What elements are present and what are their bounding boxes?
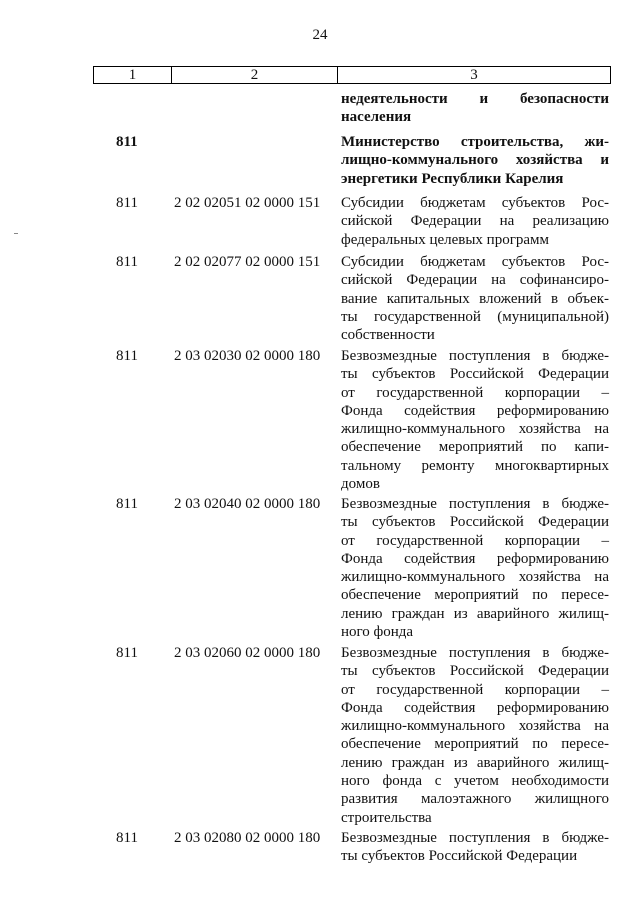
text-line: федеральных целевых программ (341, 231, 550, 248)
text-line: ного фонда с учетом необходимости (341, 773, 609, 790)
text-line: от государственной корпорации – (341, 384, 609, 401)
text-line: ты государственной (муниципальной) (341, 308, 609, 325)
admin-code: 811 (116, 134, 138, 150)
text-line: лению граждан из аварийного жилищ- (341, 754, 609, 771)
text-line: ты субъектов Российской Федерации (341, 663, 609, 680)
income-name (341, 194, 609, 249)
table-header (93, 66, 611, 84)
text-line: обеспечение мероприятий по пересе- (341, 736, 609, 753)
text-line: развития малоэтажного жилищного (341, 791, 609, 808)
text-line: ты субъектов Российской Федерации (341, 366, 609, 383)
text-line: лищно-коммунального хозяйства и (341, 152, 609, 169)
text-line: ного фонда (341, 624, 414, 641)
income-code: 2 03 02060 02 0000 180 (174, 645, 321, 661)
text-line: ты субъектов Российской Федерации (341, 848, 578, 865)
text-line: обеспечение мероприятий по капи- (341, 439, 609, 456)
text-line: сийской Федерации на реализацию (341, 213, 609, 230)
text-line: Фонда содействия реформированию (341, 550, 609, 567)
text-line: Субсидии бюджетам субъектов Рос- (341, 254, 609, 270)
income-name (341, 133, 609, 188)
admin-code: 811 (116, 496, 138, 512)
text-line: Субсидии бюджетам субъектов Рос- (341, 195, 609, 211)
text-line: жилищно-коммунального хозяйства на (341, 569, 609, 586)
income-code: 2 02 02077 02 0000 151 (174, 254, 321, 270)
income-name (341, 644, 609, 827)
income-code: 2 03 02080 02 0000 180 (174, 830, 321, 846)
income-code: 2 03 02040 02 0000 180 (174, 496, 321, 512)
margin-mark (14, 233, 18, 234)
text-line: жилищно-коммунального хозяйства на (341, 421, 609, 438)
text-line: Фонда содействия реформированию (341, 402, 609, 419)
admin-code: 811 (116, 348, 138, 364)
admin-code: 811 (116, 645, 138, 661)
text-line: Министерство строительства, жи- (341, 134, 609, 150)
text-line: населения (341, 109, 412, 126)
text-line: от государственной корпорации – (341, 532, 609, 549)
income-name (341, 347, 609, 493)
admin-code: 811 (116, 830, 138, 846)
text-line: собственности (341, 327, 435, 344)
text-line: недеятельности и безопасности (341, 91, 609, 107)
text-line: обеспечение мероприятий по пересе- (341, 587, 609, 604)
page-number: 24 (312, 27, 328, 43)
text-line: Фонда содействия реформированию (341, 699, 609, 716)
text-line: вание капитальных вложений в объек- (341, 290, 609, 307)
text-line: от государственной корпорации – (341, 681, 609, 698)
income-code: 2 03 02030 02 0000 180 (174, 348, 321, 364)
admin-code: 811 (116, 254, 138, 270)
text-line: строительства (341, 809, 432, 826)
income-name (341, 829, 609, 866)
income-name (341, 495, 609, 641)
income-name (341, 253, 609, 344)
text-line: ты субъектов Российской Федерации (341, 514, 609, 531)
admin-code: 811 (116, 195, 138, 211)
continuation-text (341, 90, 609, 127)
column-header-2: 2 (172, 67, 338, 83)
text-line: тальному ремонту многоквартирных (341, 457, 609, 474)
text-line: домов (341, 476, 380, 493)
column-header-1: 1 (94, 67, 172, 83)
text-line: Безвозмездные поступления в бюдже- (341, 645, 609, 661)
text-line: лению граждан из аварийного жилищ- (341, 605, 609, 622)
text-line: энергетики Республики Карелия (341, 170, 564, 187)
income-code: 2 02 02051 02 0000 151 (174, 195, 321, 211)
text-line: Безвозмездные поступления в бюдже- (341, 496, 609, 512)
text-line: сийской Федерации на софинансиро- (341, 272, 609, 289)
text-line: Безвозмездные поступления в бюдже- (341, 348, 609, 364)
text-line: Безвозмездные поступления в бюдже- (341, 830, 609, 846)
column-header-3: 3 (470, 67, 478, 83)
text-line: жилищно-коммунального хозяйства на (341, 718, 609, 735)
